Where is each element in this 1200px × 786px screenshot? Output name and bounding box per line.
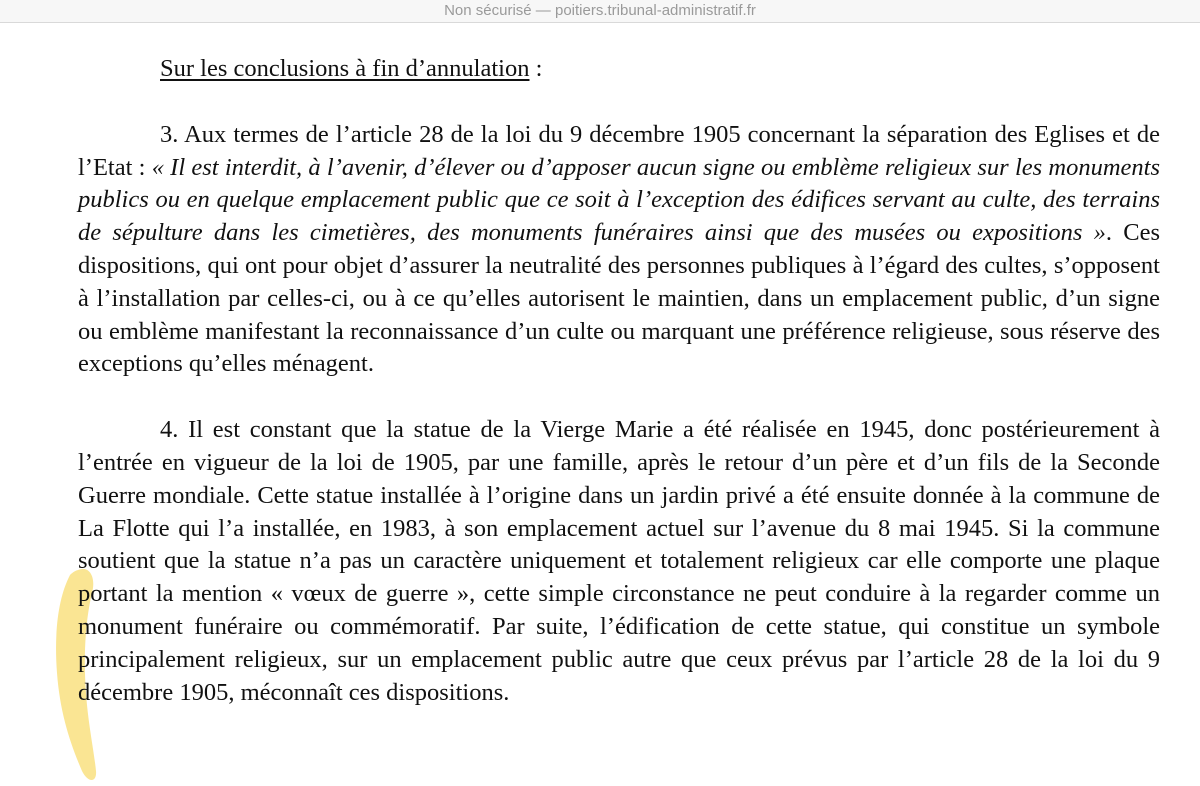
paragraph-3-rest: . Ces dispositions, qui ont pour objet d’assurer la neutralité des personnes publiques à l’égard des cultes, s’opposent à l’installation par celles-ci, ou à ce qu’elles autorisent le maintien, dans un emplacement public, d’un signe ou emblème manifestant la reconnaissance d’un culte ou marquant une préférence religieuse, sous réserve des exceptions qu’elles ménagent. xyxy=(78,219,1161,378)
paragraph-3-number: 3. xyxy=(160,120,179,148)
url-host: poitiers.tribunal-administratif.fr xyxy=(554,2,756,19)
security-label: Non sécurisé xyxy=(444,2,532,19)
paragraph-4-number: 4. xyxy=(160,416,179,444)
section-heading-suffix: : xyxy=(529,55,543,82)
paragraph-4 xyxy=(78,414,1160,709)
paragraph-3 xyxy=(78,119,1160,381)
url-separator: — xyxy=(531,2,555,19)
paragraph-3-quote: « Il est interdit, à l’avenir, d’élever ou d’apposer aucun signe ou emblème religieux sur les monuments publics ou en quelque emplacement public que ce soit à l’exception des édifices servant au culte, des terrains de sépulture dans les cimetières, des monuments funéraires ainsi que des musées ou expositions » xyxy=(78,153,1160,247)
paragraph-3-intro: Aux termes de l’article 28 de la loi du 9 décembre 1905 concernant la séparation des Eglises et de l’Etat : xyxy=(78,120,1160,181)
address-bar[interactable] xyxy=(0,0,1200,23)
section-heading xyxy=(78,53,1160,86)
document-body xyxy=(78,53,1160,742)
section-heading-text: Sur les conclusions à fin d’annulation xyxy=(160,55,530,82)
paragraph-4-text: Il est constant que la statue de la Vierge Marie a été réalisée en 1945, donc postérieurement à l’entrée en vigueur de la loi de 1905, par une famille, après le retour d’un père et d’un fils de la Seconde Guerre mondiale. Cette statue installée à l’origine dans un jardin privé a été ensuite donnée à la commune de La Flotte qui l’a installée, en 1983, à son emplacement actuel sur l’avenue du 8 mai 1945. Si la commune soutient que la statue n’a pas un caractère uniquement et totalement religieux car elle comporte une plaque portant la mention « vœux de guerre », cette simple circonstance ne peut conduire à la regarder comme un monument funéraire ou commémoratif. Par suite, l’édification de cette statue, qui constitue un symbole principalement religieux, sur un emplacement public autre que ceux prévus par l’article 28 de la loi du 9 décembre 1905, méconnaît ces dispositions. xyxy=(78,416,1160,706)
document-page xyxy=(0,23,1200,786)
